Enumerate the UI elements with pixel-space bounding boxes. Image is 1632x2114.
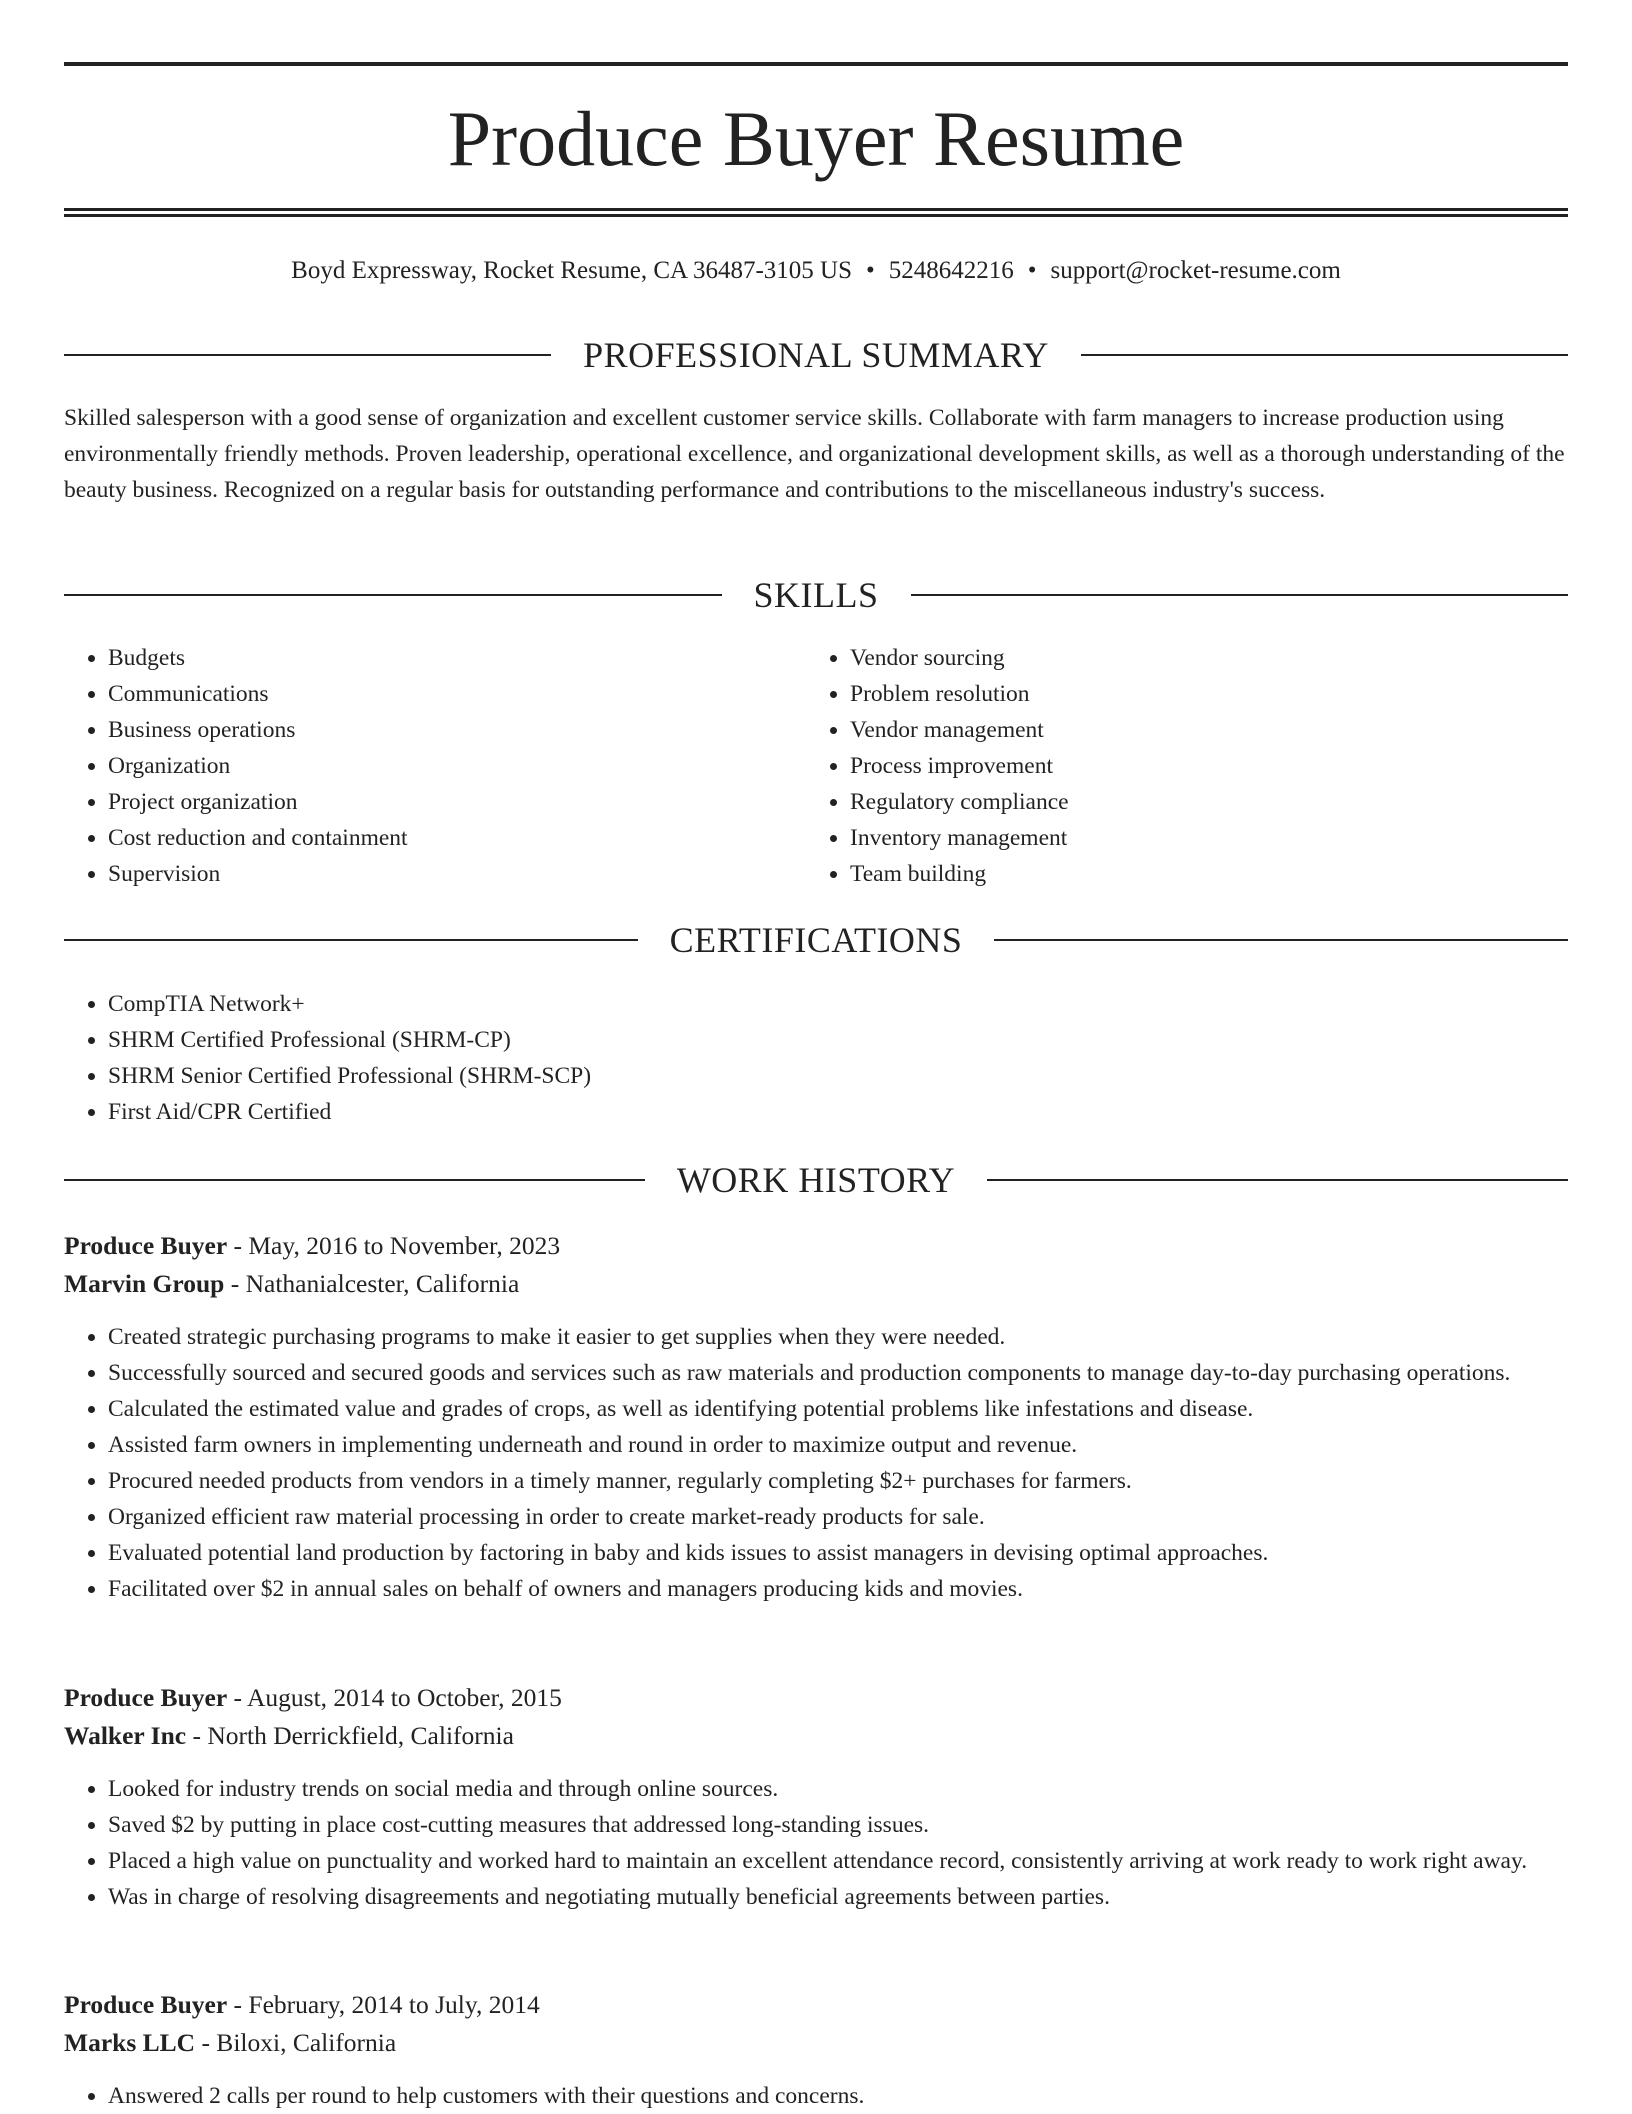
job-entry: [64, 1679, 1568, 1915]
job-location: - Nathanialcester, California: [224, 1269, 520, 1298]
contact-line: [64, 254, 1568, 288]
job-bullet: • Calculated the estimated value and grades of crops, as well as identifying potential problems like infestations and disease.: [108, 1391, 1568, 1427]
job-role: Produce Buyer: [64, 1231, 228, 1260]
job-bullet: • Procured needed products from vendors in a timely manner, regularly completing $2+ purchases for farmers.: [108, 1463, 1568, 1499]
job-title-line: [64, 1986, 1568, 2024]
section-heading-summary: [64, 333, 1568, 377]
list-item: • Vendor management: [850, 712, 1069, 748]
job-bullet: • Created strategic purchasing programs to make it easier to get supplies when they were needed.: [108, 1319, 1568, 1355]
job-entry: [64, 1986, 1568, 2114]
certifications-block: [64, 986, 591, 1130]
contact-address: Boyd Expressway, Rocket Resume, CA 36487-3105 US: [291, 257, 852, 284]
job-role: Produce Buyer: [64, 1683, 228, 1712]
title-double-rule: [64, 208, 1568, 217]
contact-separator: •: [1027, 257, 1037, 284]
list-item: • SHRM Senior Certified Professional (SHRM-SCP): [108, 1058, 591, 1094]
section-heading-certifications: [64, 918, 1568, 962]
list-item: • Cost reduction and containment: [108, 820, 408, 856]
job-location: - North Derrickfield, California: [186, 1721, 514, 1750]
list-item: • Business operations: [108, 712, 408, 748]
job-location: - Biloxi, California: [195, 2028, 397, 2057]
heading-rule: [1081, 354, 1568, 356]
job-title-line: [64, 1227, 1568, 1265]
contact-separator: •: [866, 257, 875, 284]
list-item: • Problem resolution: [850, 676, 1069, 712]
list-item: • Project organization: [108, 784, 408, 820]
job-bullet: • Was in charge of resolving disagreements and negotiating mutually beneficial agreements between parties.: [108, 1879, 1568, 1915]
section-title-skills: SKILLS: [753, 575, 879, 615]
page-title: Produce Buyer Resume: [447, 95, 1185, 182]
heading-rule: [911, 594, 1569, 596]
section-title-work: WORK HISTORY: [676, 1160, 956, 1200]
job-bullet: • Looked for industry trends on social media and through online sources.: [108, 1771, 1568, 1807]
list-item: • Vendor sourcing: [850, 640, 1069, 676]
list-item: • Regulatory compliance: [850, 784, 1069, 820]
contact-email: support@rocket-resume.com: [1050, 257, 1341, 284]
certifications-list: [64, 986, 591, 1130]
job-company-line: [64, 1717, 1568, 1755]
top-rule: [64, 62, 1568, 66]
heading-rule: [64, 939, 638, 941]
job-entry: [64, 1227, 1568, 1607]
heading-rule: [994, 939, 1568, 941]
section-heading-skills: [64, 573, 1568, 617]
skills-list-right: [806, 640, 1069, 892]
job-bullets: [64, 1771, 1568, 1915]
job-dates: - August, 2014 to October, 2015: [227, 1683, 562, 1712]
job-company-line: [64, 2024, 1568, 2062]
skills-list-left: [64, 640, 408, 892]
list-item: • Organization: [108, 748, 408, 784]
job-title-line: [64, 1679, 1568, 1717]
list-item: • First Aid/CPR Certified: [108, 1094, 591, 1130]
section-title-summary: PROFESSIONAL SUMMARY: [583, 335, 1049, 375]
job-role: Produce Buyer: [64, 1990, 228, 2019]
list-item: • Communications: [108, 676, 408, 712]
list-item: • Inventory management: [850, 820, 1069, 856]
job-bullet: • Saved $2 by putting in place cost-cutting measures that addressed long-standing issues.: [108, 1807, 1568, 1843]
list-item: • Process improvement: [850, 748, 1069, 784]
summary-text: Skilled salesperson with a good sense of organization and excellent customer service skills. Collaborate with farm managers to increase production using environmentally friendly methods. Proven leadership, operational excellence, and organizational development skills, as well as a thorough understanding of the beauty business. Recognized on a regular basis for outstanding performance and contributions to the miscellaneous industry's success.: [64, 405, 1565, 503]
job-bullet: • Successfully sourced and secured goods and services such as raw materials and production components to manage day-to-day purchasing operations.: [108, 1355, 1568, 1391]
job-bullets: [64, 2078, 1568, 2114]
heading-rule: [987, 1179, 1568, 1181]
list-item: • Budgets: [108, 640, 408, 676]
job-dates: - May, 2016 to November, 2023: [227, 1231, 561, 1260]
job-bullets: [64, 1319, 1568, 1607]
list-item: • CompTIA Network+: [108, 986, 591, 1022]
list-item: • SHRM Certified Professional (SHRM-CP): [108, 1022, 591, 1058]
heading-rule: [64, 1179, 645, 1181]
job-company: Marks LLC: [64, 2028, 196, 2057]
list-item: • Team building: [850, 856, 1069, 892]
job-bullet: • Answered 2 calls per round to help customers with their questions and concerns.: [108, 2078, 1568, 2114]
job-company: Walker Inc: [64, 1721, 187, 1750]
job-bullet: • Placed a high value on punctuality and worked hard to maintain an excellent attendance record, consistently arriving at work ready to work right away.: [108, 1843, 1568, 1879]
job-bullet: • Facilitated over $2 in annual sales on behalf of owners and managers producing kids and movies.: [108, 1571, 1568, 1607]
skills-left-column: [64, 640, 408, 892]
section-heading-work: [64, 1158, 1568, 1202]
heading-rule: [64, 594, 722, 596]
section-title-certifications: CERTIFICATIONS: [669, 920, 963, 960]
skills-right-column: [806, 640, 1069, 892]
job-bullet: • Evaluated potential land production by factoring in baby and kids issues to assist managers in devising optimal approaches.: [108, 1535, 1568, 1571]
heading-rule: [64, 354, 551, 356]
contact-phone: 5248642216: [888, 257, 1014, 284]
job-company-line: [64, 1265, 1568, 1303]
job-company: Marvin Group: [64, 1269, 225, 1298]
job-dates: - February, 2014 to July, 2014: [227, 1990, 540, 2019]
job-bullet: • Organized efficient raw material processing in order to create market-ready products for sale.: [108, 1499, 1568, 1535]
job-bullet: • Assisted farm owners in implementing underneath and round in order to maximize output and revenue.: [108, 1427, 1568, 1463]
list-item: • Supervision: [108, 856, 408, 892]
